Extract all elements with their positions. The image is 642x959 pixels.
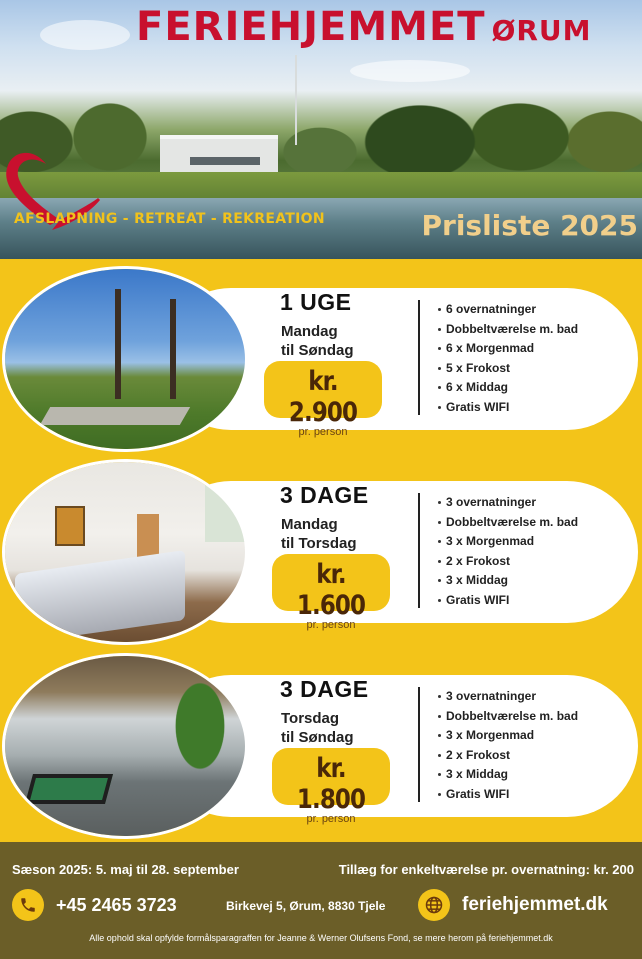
season-info: Sæson 2025: 5. maj til 28. september bbox=[12, 862, 239, 877]
days-line-1: Torsdag bbox=[281, 710, 340, 727]
days-line-2: til Søndag bbox=[281, 729, 354, 746]
feature-item: 6 overnatninger bbox=[438, 302, 578, 322]
footer bbox=[0, 842, 642, 959]
window bbox=[205, 482, 245, 542]
header-hero-photo bbox=[0, 0, 642, 259]
single-room-supplement: Tillæg for enkeltværelse pr. overnatning: kr. 200 bbox=[338, 862, 634, 877]
wall-art bbox=[55, 506, 85, 546]
fund-note: Alle ophold skal opfylde formålsparagraffen for Jeanne & Werner Olufsens Fond, se mere herom på feriehjemmet.dk bbox=[89, 933, 553, 943]
feature-list bbox=[438, 495, 578, 612]
pool-table bbox=[25, 774, 113, 804]
package-title: 3 DAGE bbox=[280, 482, 369, 508]
days-line-2: til Torsdag bbox=[281, 535, 357, 552]
bedroom-photo bbox=[2, 459, 248, 645]
feature-item: 5 x Frokost bbox=[438, 361, 578, 381]
feature-item: Gratis WIFI bbox=[438, 787, 578, 807]
feature-item: 6 x Middag bbox=[438, 380, 578, 400]
flagpole bbox=[295, 55, 297, 145]
price-list-title: Prisliste 2025 bbox=[421, 209, 638, 242]
price-unit: pr. person bbox=[306, 813, 356, 825]
feature-item: 3 x Morgenmad bbox=[438, 534, 578, 554]
cloud bbox=[350, 60, 470, 82]
price-amount: kr. 1.600 bbox=[296, 559, 366, 621]
lounge-photo bbox=[2, 653, 248, 839]
package-card-3 bbox=[0, 653, 642, 839]
divider bbox=[418, 687, 420, 802]
bed bbox=[15, 550, 185, 644]
feature-list bbox=[438, 302, 578, 419]
feature-list bbox=[438, 689, 578, 806]
gravel-path bbox=[40, 407, 190, 425]
palm-plant bbox=[155, 666, 245, 816]
days-line-1: Mandag bbox=[281, 516, 338, 533]
tagline: AFSLAPNING - RETREAT - REKREATION bbox=[14, 211, 325, 227]
feature-item: Dobbeltværelse m. bad bbox=[438, 322, 578, 342]
feature-item: Gratis WIFI bbox=[438, 593, 578, 613]
feature-item: 2 x Frokost bbox=[438, 554, 578, 574]
price-amount: kr. 1.800 bbox=[296, 753, 366, 815]
brand-main: FERIEHJEMMET bbox=[136, 4, 486, 50]
package-card-1 bbox=[0, 266, 642, 452]
price-badge bbox=[264, 361, 382, 438]
package-card-2 bbox=[0, 459, 642, 645]
package-title: 3 DAGE bbox=[280, 676, 369, 702]
feature-item: 2 x Frokost bbox=[438, 748, 578, 768]
feature-item: 3 x Morgenmad bbox=[438, 728, 578, 748]
feature-item: 6 x Morgenmad bbox=[438, 341, 578, 361]
brand-title bbox=[136, 4, 592, 50]
garden-photo bbox=[2, 266, 248, 452]
days-line-1: Mandag bbox=[281, 323, 338, 340]
feature-item: Gratis WIFI bbox=[438, 400, 578, 420]
globe-icon bbox=[418, 889, 450, 921]
divider bbox=[418, 493, 420, 608]
building bbox=[160, 135, 278, 173]
feature-item: 3 x Middag bbox=[438, 573, 578, 593]
package-days bbox=[281, 515, 357, 553]
tree bbox=[115, 289, 121, 399]
tree bbox=[170, 299, 176, 399]
price-amount: kr. 2.900 bbox=[288, 366, 358, 428]
feature-item: Dobbeltværelse m. bad bbox=[438, 515, 578, 535]
price-badge bbox=[272, 748, 390, 825]
address: Birkevej 5, Ørum, 8830 Tjele bbox=[226, 899, 386, 913]
brand-sub: ØRUM bbox=[491, 14, 592, 47]
phone-link[interactable]: +45 2465 3723 bbox=[56, 895, 177, 915]
feature-item: 3 overnatninger bbox=[438, 689, 578, 709]
cloud bbox=[40, 20, 130, 50]
divider bbox=[418, 300, 420, 415]
feature-item: 3 overnatninger bbox=[438, 495, 578, 515]
package-days bbox=[281, 322, 354, 360]
website-link[interactable]: feriehjemmet.dk bbox=[462, 894, 608, 915]
feature-item: 3 x Middag bbox=[438, 767, 578, 787]
price-unit: pr. person bbox=[306, 619, 356, 631]
days-line-2: til Søndag bbox=[281, 342, 354, 359]
package-title: 1 UGE bbox=[280, 289, 352, 315]
package-days bbox=[281, 709, 354, 747]
feature-item: Dobbeltværelse m. bad bbox=[438, 709, 578, 729]
phone-icon bbox=[12, 889, 44, 921]
price-badge bbox=[272, 554, 390, 631]
price-unit: pr. person bbox=[298, 426, 348, 438]
